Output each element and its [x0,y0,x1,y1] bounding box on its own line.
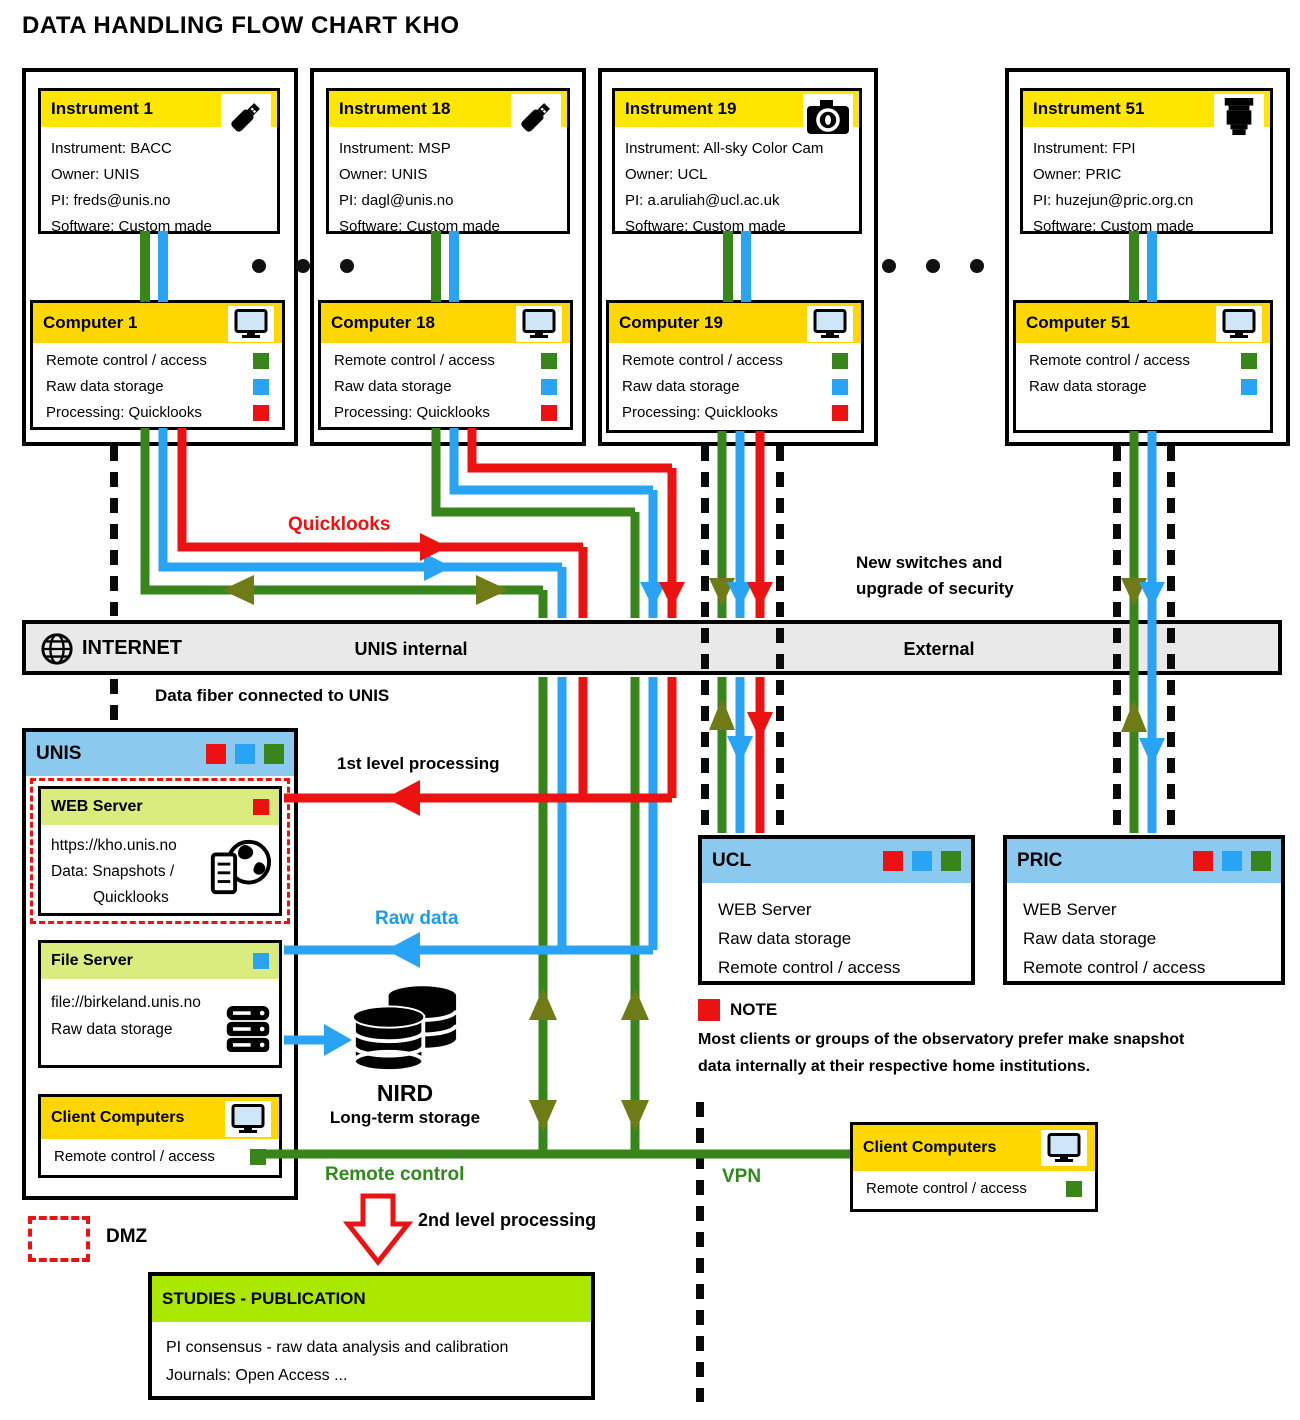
first-level-processing-label: 1st level processing [337,754,500,773]
software-field: Software: Custom made [51,218,212,235]
software-field: Software: Custom made [339,218,500,235]
instrument-51-header [1023,91,1270,127]
instrument-19-box [612,88,862,234]
vpn-label: VPN [722,1166,762,1187]
second-level-arrow-icon [348,1196,408,1262]
instrument-51-details [1023,127,1270,240]
service-row [1016,352,1270,369]
instrument-51-box [1020,88,1273,234]
instrument-19-header [615,91,859,127]
red-square-icon [541,405,557,421]
computer-19-title: Computer 19 [619,313,723,332]
blue-square-icon [1222,851,1242,871]
service-row [41,1148,279,1165]
instrument-51-title: Instrument 51 [1033,99,1145,118]
new-switches-label: New switches and upgrade of security [856,553,1014,598]
ucl-title: UCL [712,850,752,871]
service-label: Raw data storage [46,378,164,395]
service-label: Remote control / access [866,1180,1027,1197]
dmz-zone-border [30,778,290,924]
raw-data-label: Raw data [375,908,459,929]
green-square-icon [264,744,284,764]
studies-header [152,1276,591,1322]
service-label: Raw data storage [1023,929,1157,948]
service-label: Raw data storage [622,378,740,395]
web-server-data: Data: Snapshots / [51,863,175,880]
database-stack-icon [352,986,458,1083]
unis-client-computers-title: Client Computers [51,1109,185,1126]
monitor-icon [1216,306,1262,342]
nird-subtitle: Long-term storage [329,1108,481,1127]
note-text: Most clients or groups of the observatory prefer make snapshot data internally at their respective home institutions. [698,1031,1185,1075]
studies-box [148,1272,595,1400]
monitor-icon [1041,1130,1087,1166]
service-label: Remote control / access [1029,352,1190,369]
owner-field: Owner: UCL [625,166,708,183]
blue-square-icon [541,379,557,395]
service-row [609,378,861,395]
blue-square-icon [912,851,932,871]
pric-services [1007,883,1281,982]
instrument-18-box [326,88,570,234]
studies-title: STUDIES - PUBLICATION [162,1289,366,1308]
pi-field: PI: freds@unis.no [51,192,171,209]
service-label: WEB Server [1023,900,1117,919]
usb-drive-icon [221,94,271,140]
computer-1-title: Computer 1 [43,313,138,332]
red-square-icon [883,851,903,871]
service-label: Processing: Quicklooks [622,404,778,421]
blue-square-icon [1241,379,1257,395]
web-server-title: WEB Server [51,798,143,815]
service-label: Raw data storage [334,378,452,395]
second-level-processing-label: 2nd level processing [418,1210,597,1230]
studies-line: Journals: Open Access ... [166,1367,348,1384]
pi-field: PI: dagl@unis.no [339,192,454,209]
green-square-icon [250,1149,266,1165]
green-square-icon [941,851,961,871]
service-label: WEB Server [718,900,812,919]
instrument-1-header [41,91,277,127]
ucl-header [702,839,971,883]
red-square-icon [206,744,226,764]
nird-title: NIRD [376,1080,434,1106]
note-title: NOTE [730,1000,778,1019]
blue-square-icon [253,379,269,395]
lens-icon [1214,94,1264,140]
service-row [1016,378,1270,395]
unis-internal-label: UNIS internal [354,639,468,659]
service-label: Remote control / access [622,352,783,369]
owner-field: Owner: PRIC [1033,166,1122,183]
blue-square-icon [235,744,255,764]
computer-51-box [1013,300,1273,433]
external-label: External [903,639,975,659]
instrument-18-title: Instrument 18 [339,99,451,118]
file-server-url: file://birkeland.unis.no [51,994,201,1011]
service-row [33,378,282,395]
computer-18-box [318,300,573,430]
instrument-1-box [38,88,280,234]
unis-title: UNIS [36,743,82,764]
data-fiber-label: Data fiber connected to UNIS [155,686,390,705]
red-square-icon [253,405,269,421]
computer-18-header [321,303,570,343]
service-row [609,404,861,421]
software-field: Software: Custom made [1033,218,1194,235]
green-square-icon [1066,1181,1082,1197]
pric-header [1007,839,1281,883]
software-field: Software: Custom made [625,218,786,235]
studies-details [152,1322,591,1390]
computer-19-box [606,300,864,433]
green-square-icon [1251,851,1271,871]
monitor-icon [807,306,853,342]
ucl-services [702,883,971,982]
service-label: Processing: Quicklooks [46,404,202,421]
file-server-box [38,940,282,1068]
dmz-label: DMZ [106,1226,148,1247]
usb-drive-icon [511,94,561,140]
computer-1-header [33,303,282,343]
service-label: Remote control / access [46,352,207,369]
instrument-1-title: Instrument 1 [51,99,154,118]
owner-field: Owner: UNIS [339,166,428,183]
computer-1-box [30,300,285,430]
computer-19-header [609,303,861,343]
green-square-icon [832,353,848,369]
computer-51-title: Computer 51 [1026,313,1130,332]
page-title: DATA HANDLING FLOW CHART KHO [22,12,460,39]
service-label: Raw data storage [718,929,852,948]
front-db [354,1007,423,1071]
service-label: Remote control / access [718,958,901,977]
service-row [609,352,861,369]
pric-box [1003,835,1285,985]
service-row [321,378,570,395]
service-row [33,352,282,369]
server-stack-icon [225,1004,271,1059]
instrument-field: Instrument: FPI [1033,140,1136,157]
instrument-field: Instrument: All-sky Color Cam [625,140,824,157]
web-server-data2: Quicklooks [93,889,169,906]
instrument-1-details [41,127,277,240]
pi-field: PI: a.aruliah@ucl.ac.uk [625,192,780,209]
monitor-icon [516,306,562,342]
green-square-icon [541,353,557,369]
pric-title: PRIC [1017,850,1063,871]
file-server-title: File Server [51,952,133,969]
monitor-icon [228,306,274,342]
green-square-icon [253,353,269,369]
service-label: Remote control / access [334,352,495,369]
service-label: Remote control / access [54,1148,215,1165]
quicklooks-label: Quicklooks [288,514,391,535]
service-label: Remote control / access [1023,958,1206,977]
web-server-url: https://kho.unis.no [51,837,177,854]
instrument-18-details [329,127,567,240]
computer-18-title: Computer 18 [331,313,435,332]
file-server-header [41,943,279,979]
monitor-icon [225,1101,271,1137]
remote-client-computers-box [850,1122,1098,1212]
pi-field: PI: huzejun@pric.org.cn [1033,192,1194,209]
green-square-icon [1241,353,1257,369]
service-label: Processing: Quicklooks [334,404,490,421]
instrument-19-title: Instrument 19 [625,99,737,118]
remote-control-label: Remote control [325,1164,465,1185]
red-square-icon [832,405,848,421]
instrument-field: Instrument: MSP [339,140,451,157]
globe-icon [40,632,74,671]
internet-bar [22,620,1282,675]
red-square-icon [698,999,720,1021]
ucl-box [698,835,975,985]
service-label: Raw data storage [1029,378,1147,395]
remote-client-computers-header [853,1125,1095,1171]
remote-client-computers-title: Client Computers [863,1139,997,1156]
instrument-19-details [615,127,859,240]
studies-line: PI consensus - raw data analysis and calibration [166,1339,509,1356]
blue-square-icon [832,379,848,395]
unis-header [26,732,294,776]
unis-client-computers-header [41,1097,279,1139]
blue-square-icon [253,953,269,969]
instrument-18-header [329,91,567,127]
computer-51-header [1016,303,1270,343]
service-row [33,404,282,421]
red-square-icon [1193,851,1213,871]
unis-client-computers-box [38,1094,282,1178]
service-row [321,352,570,369]
camera-icon [803,94,853,140]
owner-field: Owner: UNIS [51,166,140,183]
dmz-legend-swatch [28,1216,90,1262]
internet-label: INTERNET [82,637,182,659]
file-server-storage: Raw data storage [51,1021,173,1038]
service-row [321,404,570,421]
service-row [853,1180,1095,1197]
instrument-field: Instrument: BACC [51,140,172,157]
